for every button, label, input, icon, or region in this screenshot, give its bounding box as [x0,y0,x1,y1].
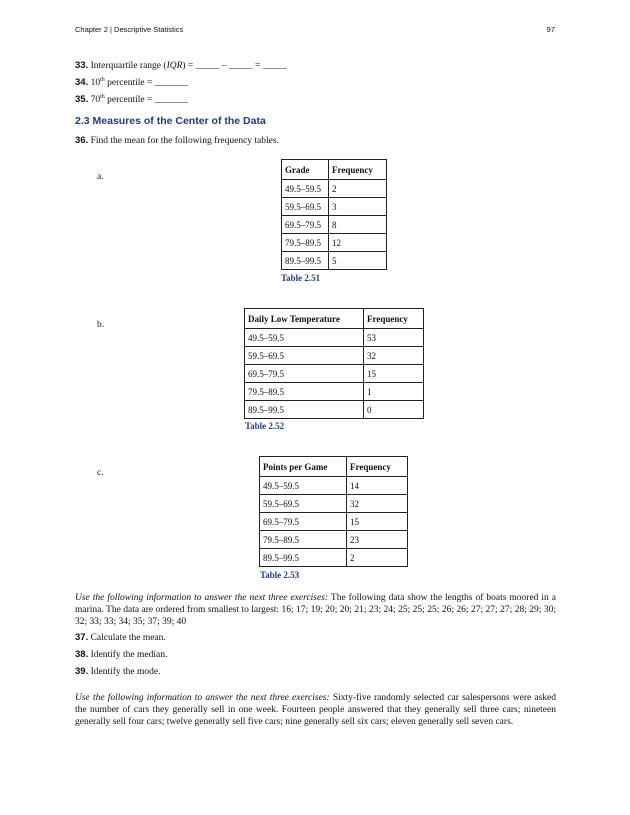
table-row: 59.5–69.5 32 [245,347,424,365]
table-a-label: a. [97,172,104,182]
table-row: 89.5–99.5 0 [245,401,424,419]
exercise-35: 35. 70th percentile = _______ [75,93,188,105]
table-row: 89.5–99.5 5 [282,252,387,270]
info-lead: Use the following information to answer the next three exercises: [75,593,329,603]
frequency-table-b [244,308,424,419]
info-paragraph-boats [75,592,556,628]
exercise-33: 33. Interquartile range (IQR) = _____ – _____ = _____ [75,60,287,71]
exercise-36: 36. Find the mean for the following frequency tables. [75,135,279,146]
section-title: 2.3 Measures of the Center of the Data [75,115,266,127]
table-row: 69.5–79.5 15 [260,513,408,531]
table-c-label: c. [97,468,104,478]
frequency-table-a [281,159,387,270]
exercise-34: 34. 10th percentile = _______ [75,76,188,88]
column-header: Grade [282,160,329,180]
table-row: 69.5–79.5 15 [245,365,424,383]
exercise-38: 38. Identify the median. [75,649,168,660]
table-row: 59.5–69.5 32 [260,495,408,513]
table-row: 79.5–89.5 23 [260,531,408,549]
frequency-table-c [259,456,408,567]
chapter-title: Chapter 2 | Descriptive Statistics [75,25,184,34]
table-row: 89.5–99.5 2 [260,549,408,567]
table-row: 79.5–89.5 1 [245,383,424,401]
column-header: Frequency [329,160,387,180]
table-caption-c: Table 2.53 [260,570,300,580]
table-b-label: b. [97,320,105,330]
table-caption-a: Table 2.51 [281,273,321,283]
column-header: Frequency [347,457,408,477]
info-body: The following data show the lengths of boats moored in a marina. The data are ordered from smallest to largest: 16; 17; 19; 20; 20; 21; 23; 24; 25; 25; 25; 26; 26; 27; 27; 27; 28; 29; 30; 32; 33; 33; 34; 35; 37; 39; 40 [75,593,556,627]
table-row: 59.5–69.5 3 [282,198,387,216]
column-header: Frequency [364,309,424,329]
table-row: 49.5–59.5 53 [245,329,424,347]
table-row: 79.5–89.5 12 [282,234,387,252]
column-header: Daily Low Temperature [245,309,364,329]
info-body: Sixty-five randomly selected car salespersons were asked the number of cars they generally sell in one week. Fourteen people answered that they generally sell three cars; nineteen generally sell four cars; twelve generally sell five cars; nine generally sell six cars; eleven generally sell seven cars. [75,693,557,727]
exercise-37: 37. Calculate the mean. [75,632,166,643]
running-header [75,25,555,34]
page-number: 97 [546,25,555,34]
column-header: Points per Game [260,457,347,477]
table-row: 49.5–59.5 14 [260,477,408,495]
table-caption-b: Table 2.52 [245,421,285,431]
info-paragraph-cars [75,692,556,728]
exercise-39: 39. Identify the mode. [75,666,161,677]
table-row: 49.5–59.5 2 [282,180,387,198]
info-lead: Use the following information to answer the next three exercises: [75,693,330,703]
table-row: 69.5–79.5 8 [282,216,387,234]
